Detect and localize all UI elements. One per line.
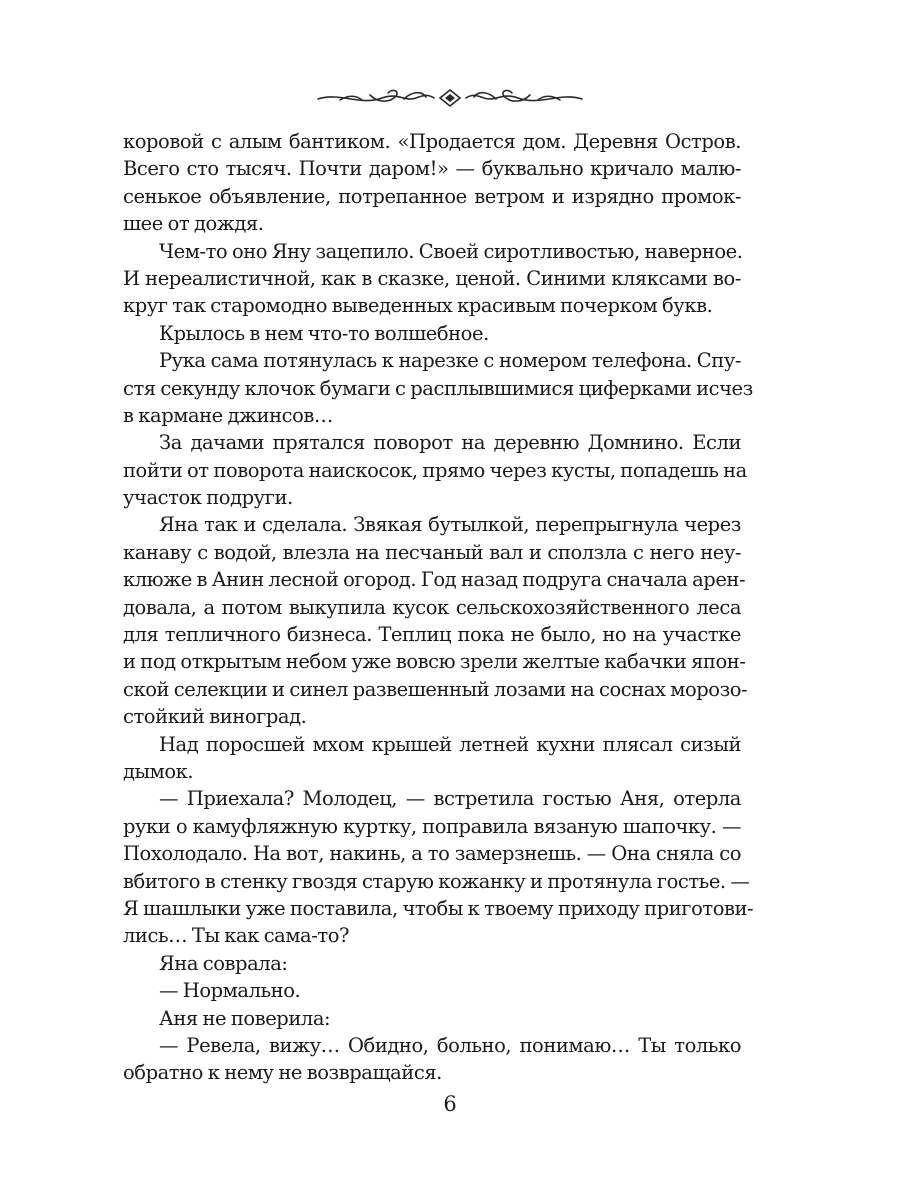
text-line: Аня не поверила: [159, 1006, 331, 1030]
text-line: вбитого в стенку гвоздя старую кожанку и протянула гостье. — [123, 869, 750, 893]
text-line: Яна так и сделала. Звякая бутылкой, перепрыгнула через [159, 513, 741, 537]
text-line: клюже в Анин лесной огород. Год назад подруга сначала арен- [123, 568, 746, 592]
text-line: круг так старомодно выведенных красивым почерком букв. [123, 294, 713, 318]
text-line: дымок. [123, 759, 194, 783]
text-line: лись… Ты как сама-то? [123, 924, 350, 948]
text-line: За дачами прятался поворот на деревню Домнино. Если [159, 431, 741, 455]
text-line: Крылось в нем что-то волшебное. [159, 321, 489, 345]
text-line: коровой с алым бантиком. «Продается дом. Деревня Остров. [123, 130, 741, 153]
body-text [123, 128, 754, 1087]
text-line: довала, а потом выкупила кусок сельскохозяйственного леса [123, 595, 741, 619]
text-line: и под открытым небом уже вовсю зрели желтые кабачки япон- [123, 650, 746, 674]
text-line: канаву с водой, влезла на песчаный вал и сползла с него неу- [123, 540, 741, 564]
text-line: Над поросшей мхом крышей летней кухни плясал сизый [159, 732, 741, 756]
text-line: Похолодало. На вот, накинь, а то замерзнешь. — Она сняла со [123, 842, 741, 866]
text-line: в кармане джинсов… [123, 403, 333, 427]
text-line: обратно к нему не возвращайся. [123, 1061, 442, 1085]
text-line: шее от дождя. [123, 212, 264, 236]
text-line: руки о камуфляжную куртку, поправила вязаную шапочку. — [123, 814, 741, 838]
text-line: — Ревела, вижу… Обидно, больно, понимаю… Ты только [159, 1033, 741, 1057]
page-number: 6 [443, 1092, 457, 1116]
text-line: участок подруги. [123, 486, 293, 510]
decorative-flourish-icon [300, 78, 600, 118]
text-line: ской селекции и синел развешенный лозами на соснах морозо- [123, 677, 748, 701]
text-line: пойти от поворота наискосок, прямо через кусты, попадешь на [123, 458, 747, 482]
text-line: Чем-то оно Яну зацепило. Своей сиротливостью, наверное. [159, 239, 743, 263]
text-line: для тепличного бизнеса. Теплиц пока не было, но на участке [123, 623, 741, 647]
text-line: Всего сто тысяч. Почти даром!» — буквально кричало малю- [123, 157, 741, 181]
text-line: Рука сама потянулась к нарезке с номером телефона. Спу- [159, 349, 741, 373]
text-line: стойкий виноград. [123, 705, 307, 729]
text-line: — Нормально. [159, 979, 301, 1003]
text-line: И нереалистичной, как в сказке, ценой. Синими кляксами во- [123, 266, 741, 290]
text-line: Я шашлыки уже поставила, чтобы к твоему приходу приготови- [123, 896, 754, 920]
text-line: — Приехала? Молодец, — встретила гостью Аня, отерла [159, 787, 741, 811]
text-line: сенькое объявление, потрепанное ветром и изрядно промок- [123, 184, 741, 208]
text-line: Яна соврала: [159, 951, 288, 975]
text-line: стя секунду клочок бумаги с расплывшимися циферками исчез [123, 376, 753, 400]
